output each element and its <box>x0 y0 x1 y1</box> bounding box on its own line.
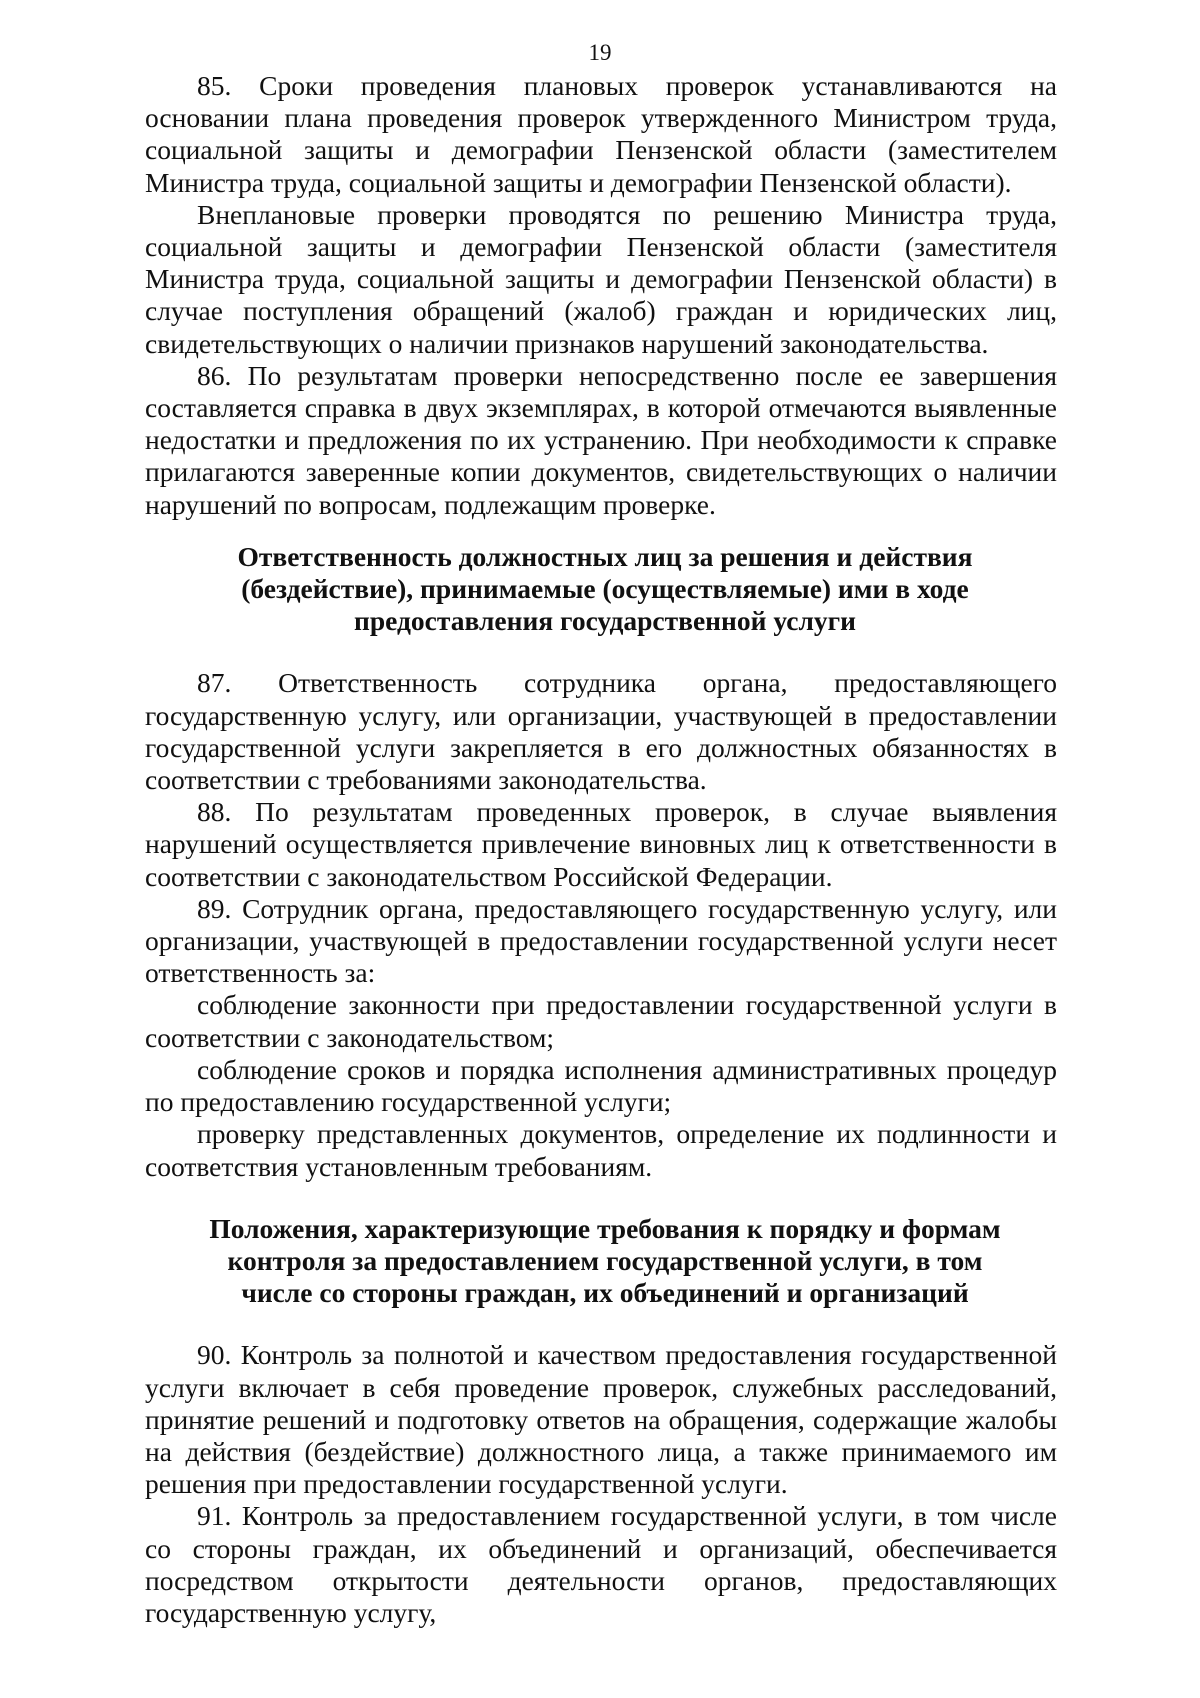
paragraph-90: 90. Контроль за полнотой и качеством предоставления государственной услуги включает в себя проведение проверок, служебных расследований, принятие решений и подготовку ответов на обращения, содержащие жалобы на действия (бездействие) должностного лица, а также принимаемого им решения при предоставлении государственной услуги. <box>145 1339 1057 1500</box>
paragraph-88: 88. По результатам проведенных проверок, в случае выявления нарушений осуществляется привлечение виновных лиц к ответственности в соответствии с законодательством Российской Федерации. <box>145 796 1057 892</box>
section-heading-responsibility <box>145 541 1057 638</box>
heading-line: Ответственность должностных лиц за решения и действия <box>237 540 973 572</box>
paragraph-86: 86. По результатам проверки непосредственно после ее завершения составляется справка в двух экземплярах, в которой отмечаются выявленные недостатки и предложения по их устранению. При необходимости к справке прилагаются заверенные копии документов, свидетельствующих о наличии нарушений по вопросам, подлежащим проверке. <box>145 359 1057 520</box>
document-body <box>145 70 1057 1629</box>
heading-line: Положения, характеризующие требования к порядку и формам <box>209 1212 1001 1244</box>
paragraph-91: 91. Контроль за предоставлением государственной услуги, в том числе со стороны граждан, их объединений и организаций, обеспечивается посредством открытости деятельности органов, предоставляющих государственную услугу, <box>145 1500 1057 1628</box>
heading-line: числе со стороны граждан, их объединений и организаций <box>241 1277 969 1309</box>
heading-line: контроля за предоставлением государственной услуги, в том <box>227 1244 983 1276</box>
section-heading-control <box>145 1213 1057 1310</box>
page-number: 19 <box>588 40 612 65</box>
heading-line: предоставления государственной услуги <box>354 605 856 637</box>
list-item-legality: соблюдение законности при предоставлении государственной услуги в соответствии с законодательством; <box>145 989 1057 1053</box>
heading-line: (бездействие), принимаемые (осуществляемые) ими в ходе <box>241 573 969 605</box>
paragraph-89: 89. Сотрудник органа, предоставляющего государственную услугу, или организации, участвующей в предоставлении государственной услуги несет ответственность за: <box>145 892 1057 989</box>
list-item-deadlines: соблюдение сроков и порядка исполнения административных процедур по предоставлению государственной услуги; <box>145 1053 1057 1118</box>
paragraph-87: 87. Ответственность сотрудника органа, предоставляющего государственную услугу, или организации, участвующей в предоставлении государственной услуги закрепляется в его должностных обязанностях в соответствии с требованиями законодательства. <box>145 667 1057 796</box>
paragraph-85: 85. Сроки проведения плановых проверок устанавливаются на основании плана проведения проверок утвержденного Министром труда, социальной защиты и демографии Пензенской области (заместителем Министра труда, социальной защиты и демографии Пензенской области). <box>145 70 1057 198</box>
paragraph-unscheduled-inspections: Внеплановые проверки проводятся по решению Министра труда, социальной защиты и демографии Пензенской области (заместителя Министра труда, социальной защиты и демографии Пензенской области) в случае поступления обращений (жалоб) граждан и юридических лиц, свидетельствующих о наличии признаков нарушений законодательства. <box>145 198 1057 359</box>
list-item-document-check: проверку представленных документов, определение их подлинности и соответствия установленным требованиям. <box>145 1118 1057 1182</box>
